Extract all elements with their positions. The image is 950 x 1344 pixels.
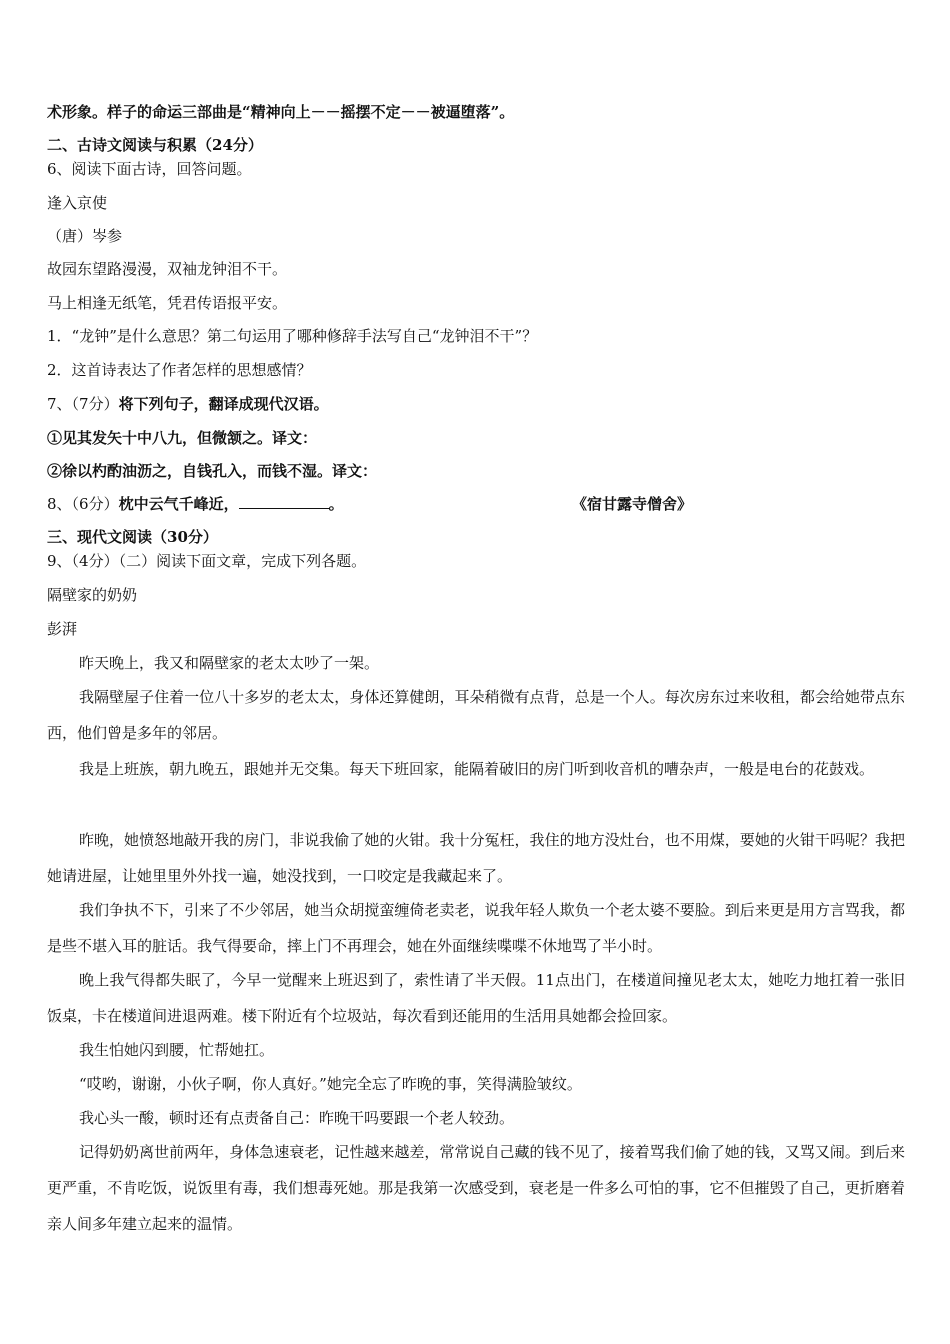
- q8-source: 《宿甘露寺僧舍》: [572, 495, 693, 513]
- intro-line: 术形象。样子的命运三部曲是“精神向上－－摇摆不定－－被逼堕落”。: [47, 103, 515, 121]
- poem-title: 逢入京使: [47, 194, 108, 212]
- q7-item-1: ①见其发矢十中八九，但微颔之。译文：: [47, 429, 318, 447]
- q8-after-blank: 。: [328, 495, 344, 513]
- q6-sub2: 2．这首诗表达了作者怎样的思想感情？: [47, 361, 312, 379]
- q8-line: [47, 493, 905, 515]
- article-paragraph: 昨晚，她愤怒地敲开我的房门，非说我偷了她的火钳。我十分冤枉，我住的地方没灶台，也不用煤，要她的火钳干吗呢？我把她请进屋，让她里里外外找一遍，她没找到，一口咬定是我藏起来了。: [47, 831, 905, 885]
- section2-heading: 二、古诗文阅读与积累（24分）: [47, 136, 263, 154]
- q6-sub1: 1．“龙钟”是什么意思？第二句运用了哪种修辞手法写自己“龙钟泪不干”？: [47, 327, 538, 345]
- article-paragraph: 我心头一酸，顿时还有点责备自己：昨晚干吗要跟一个老人较劲。: [79, 1109, 515, 1127]
- q7-line: [47, 393, 905, 415]
- poem-author: （唐）岑参: [47, 227, 123, 245]
- poem-line-2: 马上相逢无纸笔，凭君传语报平安。: [47, 294, 288, 312]
- article-author: 彭湃: [47, 620, 78, 638]
- q8-text: 枕中云气千峰近，: [118, 495, 239, 513]
- q7-item-2: ②徐以杓酌油沥之，自钱孔入，而钱不湿。译文：: [47, 462, 378, 480]
- q6-prompt: 6、阅读下面古诗，回答问题。: [47, 160, 252, 178]
- q8-prefix: 8、（6分）: [47, 495, 119, 513]
- article-title: 隔壁家的奶奶: [47, 586, 138, 604]
- article-paragraph: 晚上我气得都失眠了，今早一觉醒来上班迟到了，索性请了半天假。11点出门，在楼道间撞见老太太，她吃力地扛着一张旧饭桌，卡在楼道间进退两难。楼下附近有个垃圾站，每次看到还能用的生活用具她都会捡回家。: [47, 971, 905, 1025]
- q9-prompt: 9、（4分）（二）阅读下面文章，完成下列各题。: [47, 552, 367, 570]
- q7-prefix: 7、（7分）: [47, 395, 119, 413]
- article-paragraph: 我生怕她闪到腰，忙帮她扛。: [79, 1041, 275, 1059]
- article-paragraph: 我隔壁屋子住着一位八十多岁的老太太，身体还算健朗，耳朵稍微有点背，总是一个人。每次房东过来收租，都会给她带点东西，他们曾是多年的邻居。: [47, 688, 905, 742]
- article-paragraph: “哎哟，谢谢，小伙子啊，你人真好。”她完全忘了昨晚的事，笑得满脸皱纹。: [79, 1075, 582, 1093]
- poem-line-1: 故园东望路漫漫，双袖龙钟泪不干。: [47, 260, 288, 278]
- article-paragraph: 我是上班族，朝九晚五，跟她并无交集。每天下班回家，能隔着破旧的房门听到收音机的嘈杂声，一般是电台的花鼓戏。: [79, 760, 875, 778]
- section3-heading: 三、现代文阅读（30分）: [47, 528, 218, 546]
- q8-answer-blank[interactable]: [239, 494, 329, 509]
- q7-prompt: 将下列句子，翻译成现代汉语。: [118, 395, 329, 413]
- article-paragraph: 我们争执不下，引来了不少邻居，她当众胡搅蛮缠倚老卖老，说我年轻人欺负一个老太婆不要脸。到后来更是用方言骂我，都是些不堪入耳的脏话。我气得要命，摔上门不再理会，她在外面继续喋喋不休地骂了半小时。: [47, 901, 905, 955]
- article-paragraph: 昨天晚上，我又和隔壁家的老太太吵了一架。: [79, 654, 380, 672]
- article-paragraph: 记得奶奶离世前两年，身体急速衰老，记性越来越差，常常说自己藏的钱不见了，接着骂我们偷了她的钱，又骂又闹。到后来更严重，不肯吃饭，说饭里有毒，我们想毒死她。那是我第一次感受到，衰老是一件多么可怕的事，它不但摧毁了自己，更折磨着亲人间多年建立起来的温情。: [47, 1143, 905, 1233]
